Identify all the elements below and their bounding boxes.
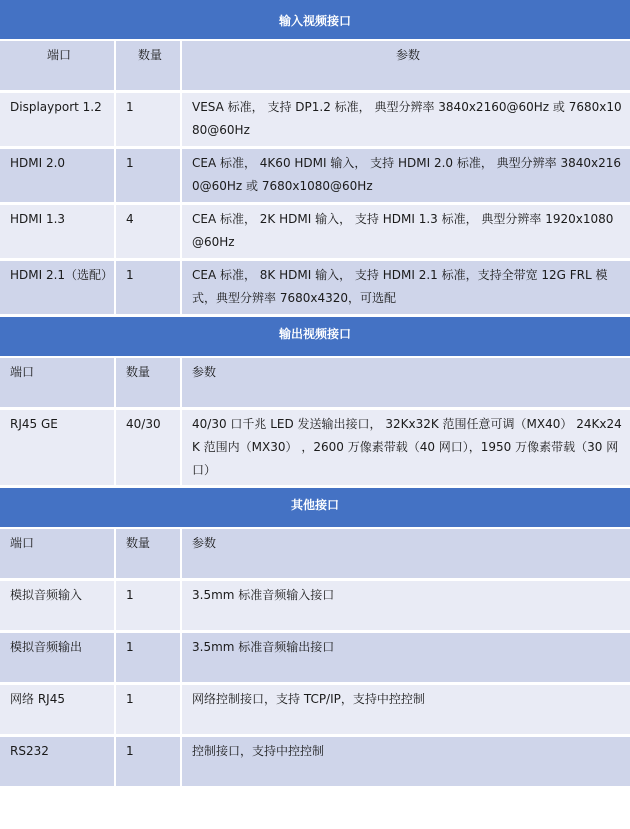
port-cell: 网络 RJ45 [0, 685, 116, 737]
col-header-port: 端口 [0, 41, 116, 93]
param-cell: VESA 标准， 支持 DP1.2 标准， 典型分辨率 3840x2160@60Hz 或 7680x1080@60Hz [182, 93, 630, 149]
port-cell: Displayport 1.2 [0, 93, 116, 149]
port-cell: HDMI 2.1（选配） [0, 261, 116, 317]
qty-cell: 1 [116, 685, 182, 737]
qty-cell: 1 [116, 633, 182, 685]
port-cell: HDMI 1.3 [0, 205, 116, 261]
qty-cell: 1 [116, 261, 182, 317]
col-header-param: 参数 [182, 41, 630, 93]
col-header-param: 参数 [182, 529, 630, 581]
col-header-port: 端口 [0, 529, 116, 581]
qty-cell: 40/30 [116, 410, 182, 488]
table-row [0, 737, 630, 789]
table-row [0, 685, 630, 737]
table-row [0, 581, 630, 633]
col-header-qty: 数量 [116, 358, 182, 410]
column-header-row [0, 41, 630, 93]
col-header-param: 参数 [182, 358, 630, 410]
param-cell: CEA 标准， 2K HDMI 输入， 支持 HDMI 1.3 标准， 典型分辨率 1920x1080@60Hz [182, 205, 630, 261]
section-header-input-video [0, 0, 630, 41]
section-title: 输入视频接口 [0, 0, 630, 41]
qty-cell: 1 [116, 149, 182, 205]
col-header-qty: 数量 [116, 529, 182, 581]
qty-cell: 1 [116, 737, 182, 789]
table-row [0, 410, 630, 488]
col-header-qty: 数量 [116, 41, 182, 93]
param-cell: 控制接口，支持中控控制 [182, 737, 630, 789]
section-title: 输出视频接口 [0, 317, 630, 358]
section-title: 其他接口 [0, 488, 630, 529]
col-header-port: 端口 [0, 358, 116, 410]
port-cell: 模拟音频输入 [0, 581, 116, 633]
param-cell: 3.5mm 标准音频输入接口 [182, 581, 630, 633]
table-row [0, 633, 630, 685]
param-cell: CEA 标准， 4K60 HDMI 输入， 支持 HDMI 2.0 标准， 典型分辨率 3840x2160@60Hz 或 7680x1080@60Hz [182, 149, 630, 205]
column-header-row [0, 529, 630, 581]
param-cell: 40/30 口千兆 LED 发送输出接口， 32Kx32K 范围任意可调（MX40） 24Kx24K 范围内（MX30） ，2600 万像素带载（40 网口），1950 万像素带载（30 网口） [182, 410, 630, 488]
port-cell: RJ45 GE [0, 410, 116, 488]
column-header-row [0, 358, 630, 410]
port-cell: 模拟音频输出 [0, 633, 116, 685]
qty-cell: 1 [116, 581, 182, 633]
qty-cell: 1 [116, 93, 182, 149]
port-cell: RS232 [0, 737, 116, 789]
param-cell: 3.5mm 标准音频输出接口 [182, 633, 630, 685]
table-row [0, 93, 630, 149]
param-cell: CEA 标准， 8K HDMI 输入， 支持 HDMI 2.1 标准，支持全带宽 12G FRL 模式，典型分辨率 7680x4320，可选配 [182, 261, 630, 317]
param-cell: 网络控制接口，支持 TCP/IP，支持中控控制 [182, 685, 630, 737]
table-row [0, 149, 630, 205]
table-row [0, 205, 630, 261]
port-cell: HDMI 2.0 [0, 149, 116, 205]
section-header-other [0, 488, 630, 529]
table-row [0, 261, 630, 317]
section-header-output-video [0, 317, 630, 358]
qty-cell: 4 [116, 205, 182, 261]
